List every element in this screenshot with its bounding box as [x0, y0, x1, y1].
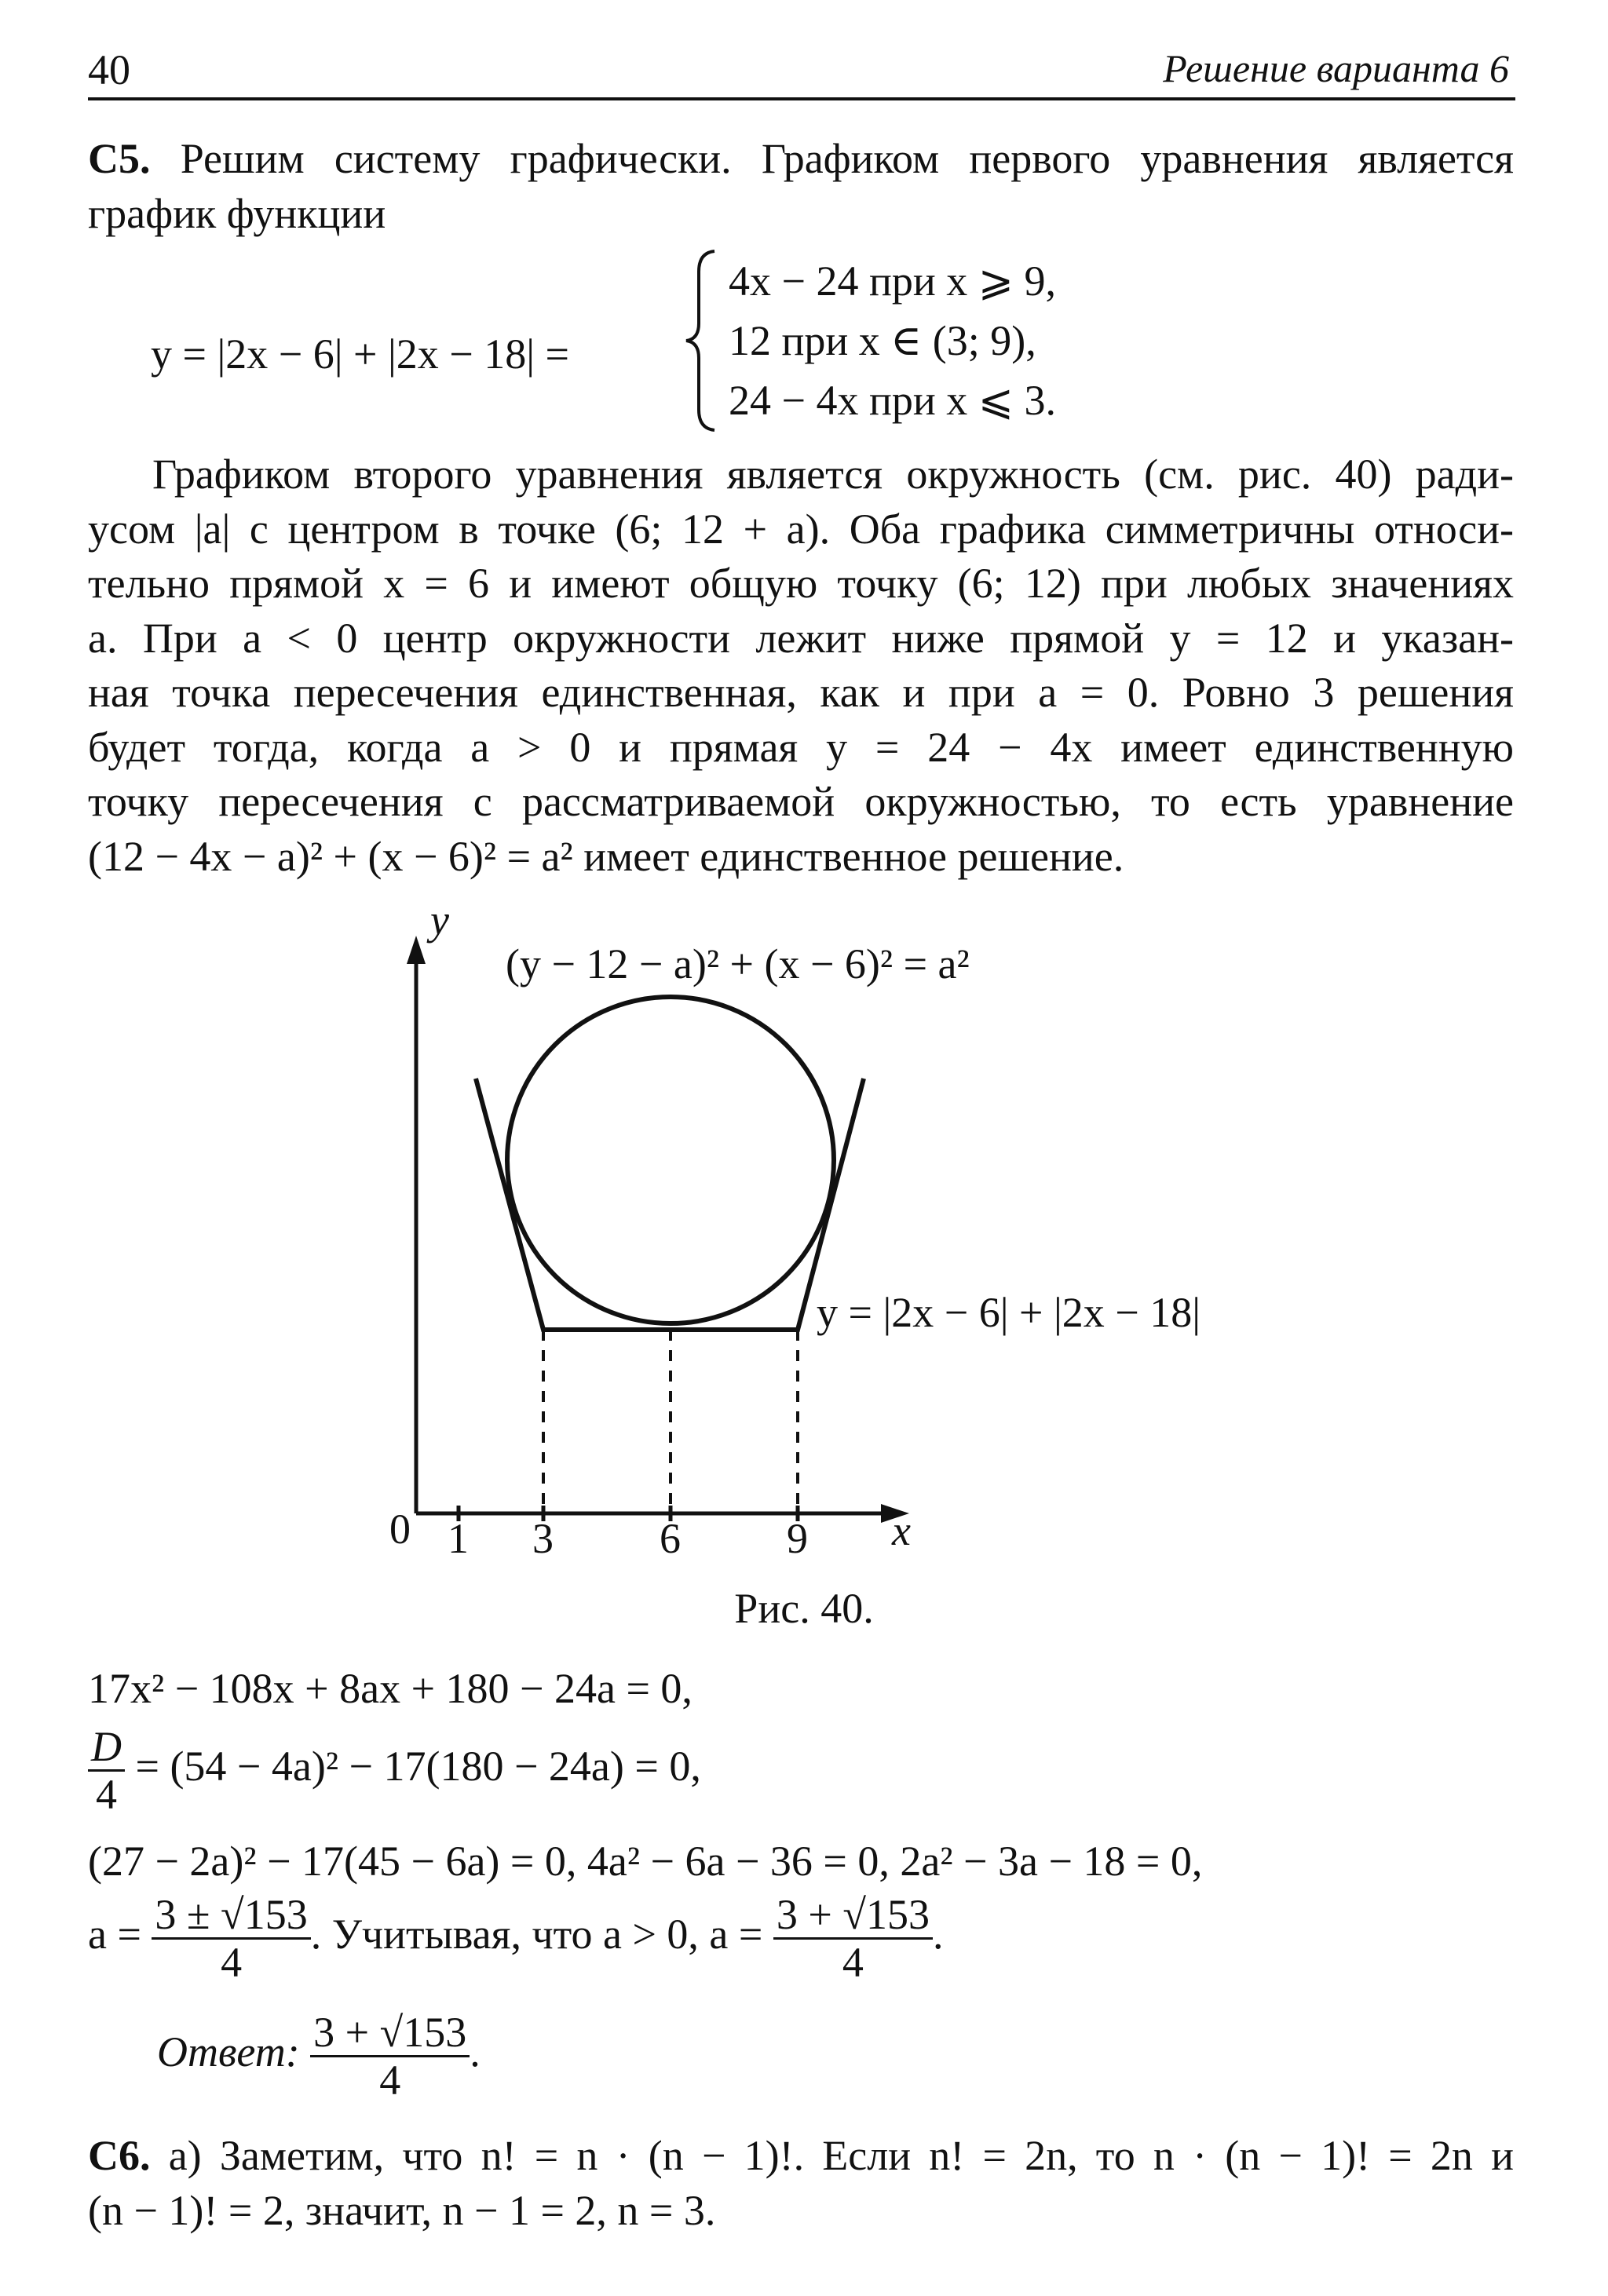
para-line: будет тогда, когда a > 0 и прямая y = 24 − 4x имеет единственную [88, 723, 1514, 771]
c6-label: С6. [88, 2132, 151, 2179]
equation-2: $\frac{D}{4}$ = (54 − 4a)² − 17(180 − 24a) = 0, [88, 1724, 701, 1817]
case-3: 24 − 4x при x ⩽ 3. [729, 377, 1056, 424]
x-tick-label-9: 9 [787, 1515, 808, 1562]
c6-line-2: (n − 1)! = 2, значит, n − 1 = 2, n = 3. [88, 2186, 716, 2234]
para-line: (12 − 4x − a)² + (x − 6)² = a² имеет единственное решение. [88, 832, 1124, 880]
x-tick-label-1: 1 [448, 1515, 469, 1562]
answer-label: Ответ: [157, 2028, 300, 2075]
c6-section [88, 2129, 1514, 2238]
c5-paragraph [88, 447, 1514, 884]
page-number: 40 [88, 46, 130, 93]
equation-1: 17x² − 108x + 8ax + 180 − 24a = 0, [88, 1665, 693, 1712]
fraction-root: $\frac{3 \pm √153}{4}$ [152, 1892, 310, 1985]
graph-equation-label: y = |2x − 6| + |2x − 18| [817, 1289, 1201, 1336]
para-line: a. При a < 0 центр окружности лежит ниже прямой y = 12 и указан- [88, 614, 1514, 662]
y-axis-arrow [407, 936, 426, 964]
para-line: усом |a| с центром в точке (6; 12 + a). Оба графика симметричны относи- [88, 505, 1514, 553]
x-axis-label: x [892, 1507, 911, 1554]
circle-equation-label: (y − 12 − a)² + (x − 6)² = a² [506, 940, 970, 987]
c6-line-1: С6. а) Заметим, что n! = n · (n − 1)!. Если n! = 2n, то n · (n − 1)! = 2n и [88, 2132, 1514, 2179]
circle-curve [507, 997, 834, 1323]
c5-intro-line-2: график функции [88, 189, 386, 237]
system-lhs: y = |2x − 6| + |2x − 18| = [151, 330, 570, 378]
figure-40 [377, 903, 1366, 1586]
para-line: точку пересечения с рассматриваемой окружностью, то есть уравнение [88, 778, 1514, 825]
c5-intro-line-1: С5. Решим систему графически. Графиком первого уравнения является [88, 135, 1514, 182]
fraction-positive-root: $\frac{3 + √153}{4}$ [773, 1892, 933, 1985]
header-rule [88, 97, 1515, 100]
origin-label: 0 [389, 1506, 411, 1553]
fraction-d-over-4: $\frac{D}{4}$ [88, 1724, 125, 1817]
figure-caption: Рис. 40. [734, 1585, 874, 1632]
left-brace [683, 248, 721, 433]
answer-line: Ответ: $\frac{3 + √153}{4}$ . [157, 2009, 481, 2104]
c5-label: С5. [88, 135, 151, 182]
c5-intro [88, 132, 1514, 241]
equation-4: a = $\frac{3 \pm √153}{4}$ . Учитывая, что a > 0, a = $\frac{3 + √153}{4}$ . [88, 1891, 944, 1986]
equation-3: (27 − 2a)² − 17(45 − 6a) = 0, 4a² − 6a − 36 = 0, 2a² − 3a − 18 = 0, [88, 1838, 1203, 1885]
y-axis-label: y [430, 903, 449, 944]
answer-fraction: $\frac{3 + √153}{4}$ [310, 2009, 470, 2103]
x-tick-label-3: 3 [532, 1515, 554, 1562]
x-tick-label-6: 6 [660, 1515, 681, 1562]
para-line: Графиком второго уравнения является окружность (см. рис. 40) ради- [152, 451, 1514, 498]
case-2: 12 при x ∈ (3; 9), [729, 317, 1036, 364]
para-line: тельно прямой x = 6 и имеют общую точку (6; 12) при любых значениях [88, 560, 1514, 607]
running-title: Решение варианта 6 [1163, 46, 1509, 90]
para-line: ная точка пересечения единственная, как и при a = 0. Ровно 3 решения [88, 669, 1514, 716]
piecewise-graph [476, 1079, 864, 1330]
case-1: 4x − 24 при x ⩾ 9, [729, 257, 1056, 305]
